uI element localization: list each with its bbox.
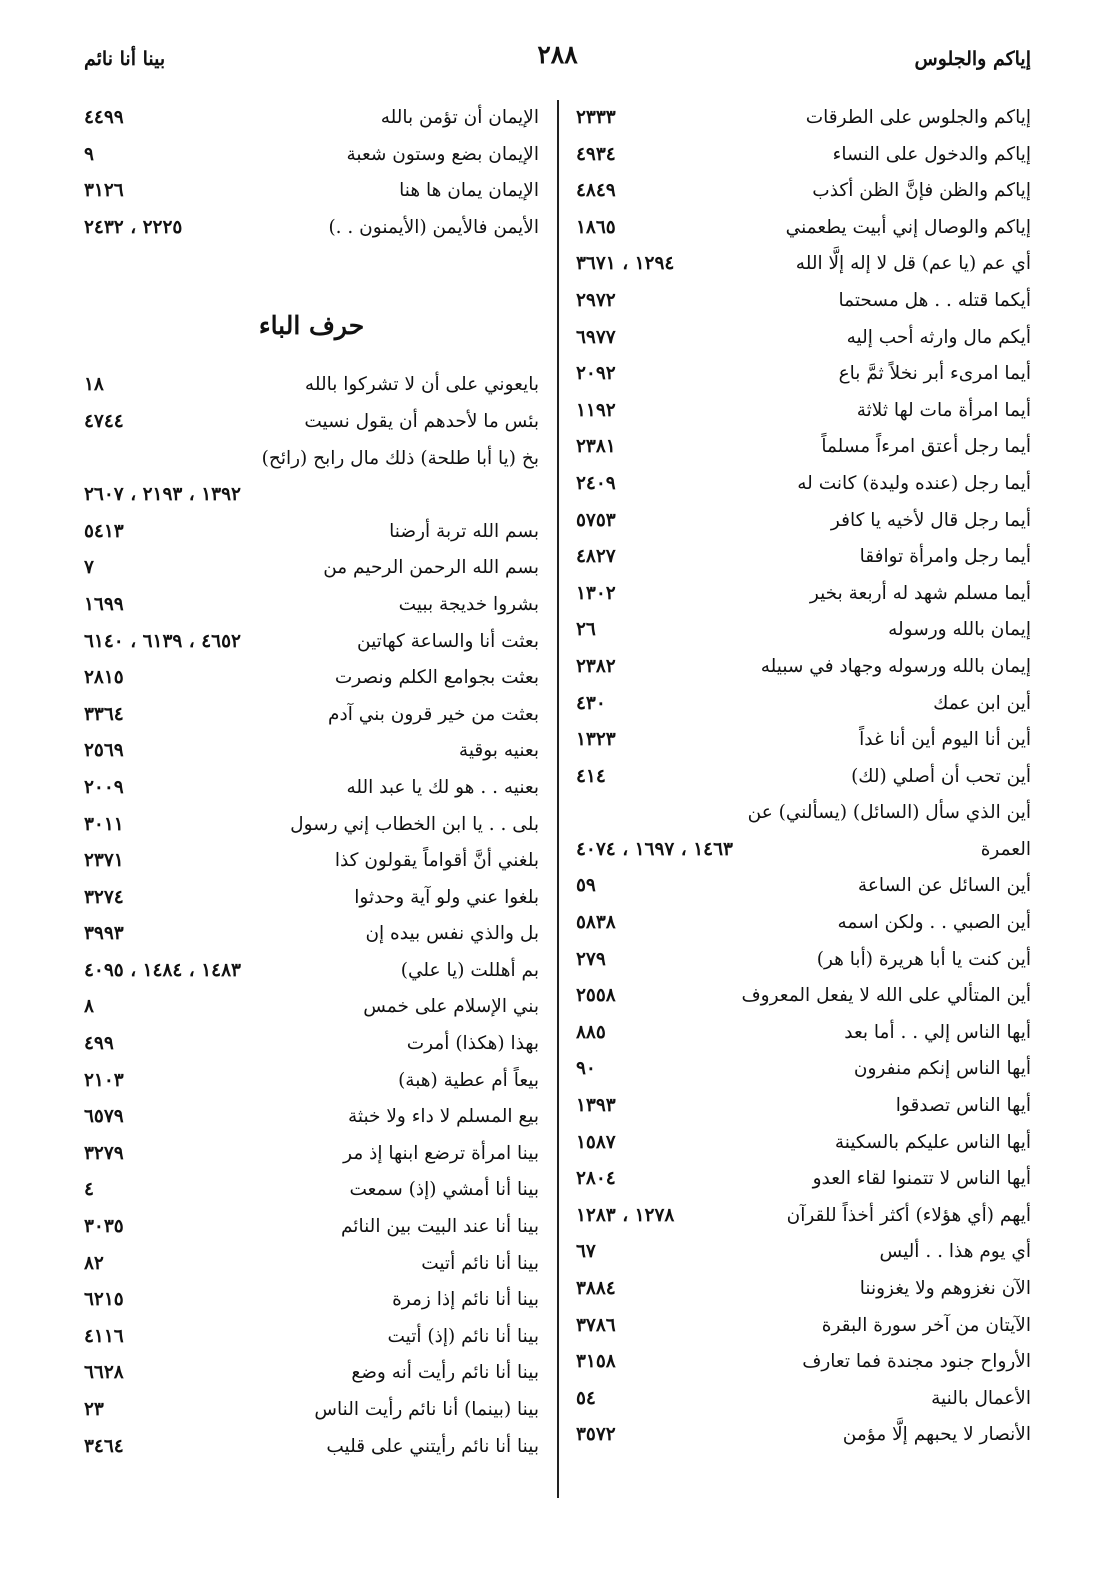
index-entry [576,320,1031,357]
index-entry [84,1429,539,1466]
entry-text: بينا أنا نائم أتيت [421,1252,539,1274]
entry-text: بخ (يا أبا طلحة) ذلك مال رابح (رائح) [261,447,539,469]
index-entry [84,1392,539,1429]
index-entry [576,576,1031,613]
entry-text: بلغني أنَّ أقواماً يقولون كذا [334,850,539,872]
entry-number: ٢٣٧١ [84,850,124,872]
entry-number: ٥٤١٣ [84,520,124,542]
index-entry [84,514,539,551]
entry-number: ٣٣٦٤ [84,703,124,725]
entry-text: بينا أنا عند البيت بين النائم [341,1216,539,1238]
entry-number: ٥٩ [576,875,596,897]
entry-text: بينا أنا نائم (إذ) أتيت [387,1325,539,1347]
entry-number: ٢٣٨١ [576,436,616,458]
entry-text: أي يوم هذا . . أليس [879,1241,1031,1263]
index-entry [576,649,1031,686]
entry-text: بعثت بجوامع الكلم ونصرت [334,667,539,689]
entry-number: ٥٤ [576,1387,596,1409]
index-entry [576,1381,1031,1418]
index-entry [576,905,1031,942]
index-entry [84,733,539,770]
index-entry [84,843,539,880]
entry-number: ٦٦٢٨ [84,1362,124,1384]
entry-number: ٢٠٠٩ [84,776,124,798]
entry-text: الأنصار لا يحبهم إلَّا مؤمن [842,1424,1031,1446]
entry-text: بلى . . يا ابن الخطاب إني رسول [290,813,539,835]
index-entry [576,978,1031,1015]
entry-number: ٢٠٩٢ [576,363,616,385]
entry-text: بينا (بينما) أنا نائم رأيت الناس [314,1399,539,1420]
entry-number: ٢٣٨٢ [576,655,616,677]
entry-text: أين أنا اليوم أين أنا غداً [859,729,1031,751]
entry-number: ٤٣٠ [576,692,606,714]
index-entry [84,697,539,734]
entry-number: ١٤٨٣ ، ١٤٨٤ ، ٤٠٩٥ [84,959,241,981]
entry-number: ٢٨١٥ [84,667,124,689]
entry-text: أيها الناس تصدقوا [895,1095,1031,1117]
entry-text: الأيمن فالأيمن (الأيمنون . .) [328,216,539,238]
index-entry [576,1125,1031,1162]
entry-text: أين ابن عمك [933,692,1031,714]
entry-number: ٥٨٣٨ [576,912,616,934]
entry-number: ١٨٦٥ [576,216,616,238]
index-entry [576,1344,1031,1381]
entry-number: ١٣٩٣ [576,1095,616,1117]
entry-text: بعثت أنا والساعة كهاتين [357,630,539,652]
entry-number: ١٣٠٢ [576,582,616,604]
entry-text: بينا أنا نائم إذا زمرة [392,1289,539,1311]
entry-text: بم أهللت (يا علي) [400,959,539,981]
entry-text: بل والذي نفس بيده إن [365,923,539,945]
entry-text: بئس ما لأحدهم أن يقول نسيت [304,410,539,432]
entry-number: ٤٩٣٤ [576,143,616,165]
entry-text: بيعاً أم عطية (هبة) [398,1069,539,1091]
index-entry [576,466,1031,503]
entry-number: ٨ [84,996,94,1018]
entry-text: أيما امرىء أبر نخلاً ثمَّ باع [838,363,1031,385]
index-entry [84,916,539,953]
section-heading: حرف الباء [258,311,365,341]
entry-number: ٦٢١٥ [84,1289,124,1311]
entry-number: ٣٠١١ [84,813,124,835]
index-entry [84,1172,539,1209]
entry-number: ٩٠ [576,1058,596,1080]
entry-text: بلغوا عني ولو آية وحدثوا [354,886,539,908]
left-column [84,100,539,1465]
entry-text: أيهم (أي هؤلاء) أكثر أخذاً للقرآن [786,1204,1031,1226]
entry-text: بينا امرأة ترضع ابنها إذ مر [343,1142,539,1164]
entry-text: بينا أنا نائم رأيتني على قليب [326,1435,539,1457]
entry-number: ١٤٦٣ ، ١٦٩٧ ، ٤٠٧٤ [576,838,733,860]
entry-text: بشروا خديجة ببيت [398,593,539,615]
entry-text: أين المتألي على الله لا يفعل المعروف [741,985,1031,1007]
entry-text: أيما رجل أعتق امرءاً مسلماً [821,436,1031,458]
entry-number: ١٣٢٣ [576,729,616,751]
index-entry [84,624,539,661]
index-entry [84,367,539,404]
index-entry [84,1026,539,1063]
entry-text: أيها الناس إلي . . أما بعد [844,1021,1031,1043]
index-entry [576,246,1031,283]
entry-number: ٢٧٩ [576,948,606,970]
index-entry [576,722,1031,759]
index-entry [576,759,1031,796]
entry-text: أيها الناس عليكم بالسكينة [834,1131,1031,1153]
index-entry [576,1271,1031,1308]
entry-text: الإيمان بضع وستون شعبة [346,143,539,165]
entry-number: ٣٢٧٤ [84,886,124,908]
entry-text: أين تحب أن أصلي (لك) [851,765,1031,787]
entry-text: بعنيه بوقية [458,740,539,762]
entry-text: أيما رجل وامرأة توافقا [859,546,1031,568]
entry-number: ٤٨٢٧ [576,546,616,568]
entry-text: بسم الله تربة أرضنا [389,520,539,542]
entry-text: الأعمال بالنية [931,1387,1031,1409]
index-entry [84,1355,539,1392]
running-head-right: إياكم والجلوس [914,48,1031,70]
entry-number: ٢٣ [84,1399,104,1420]
index-entry [84,404,539,441]
entry-number: ١٢٩٤ ، ٣٦٧١ [576,253,675,275]
index-entry [84,441,539,478]
index-entry [84,660,539,697]
entry-number: ١١٩٢ [576,399,616,421]
entry-number: ٤٨٤٩ [576,180,616,202]
index-entry [576,1088,1031,1125]
index-entry [84,1099,539,1136]
index-entry [576,173,1031,210]
right-column [576,100,1031,1454]
entry-text: أيما مسلم شهد له أربعة بخير [809,582,1031,604]
entry-number: ٦٥٧٩ [84,1106,124,1128]
index-entry [576,210,1031,247]
entry-text: أين كنت يا أبا هريرة (أبا هر) [816,948,1031,970]
entry-number: ٩ [84,143,94,165]
index-entry [576,1308,1031,1345]
index-entry [84,770,539,807]
index-entry [84,550,539,587]
index-entry [84,807,539,844]
left-column-top [84,100,539,246]
entry-number: ٣١٥٨ [576,1351,616,1373]
index-entry [84,1282,539,1319]
entry-number: ٢٥٦٩ [84,740,124,762]
index-entry [84,880,539,917]
entry-number: ١٥٨٧ [576,1131,616,1153]
index-entry [576,356,1031,393]
index-entry [84,587,539,624]
entry-text: أين السائل عن الساعة [857,875,1031,897]
entry-number: ٢٢٢٥ ، ٢٤٣٢ [84,216,183,238]
entry-text: أين الذي سأل (السائل) (يسألني) عن [747,802,1031,824]
entry-number: ٣٤٦٤ [84,1435,124,1457]
entry-number: ٣١٢٦ [84,180,124,202]
entry-text: إياكم والظن فإنَّ الظن أكذب [812,180,1031,202]
page-header [84,40,1031,80]
index-entry [576,942,1031,979]
entry-text: الإيمان أن تؤمن بالله [380,107,539,128]
entry-text: بعثت من خير قرون بني آدم [328,703,539,725]
index-entry [576,100,1031,137]
index-entry [576,612,1031,649]
entry-number: ٨٢ [84,1252,104,1274]
entry-number: ٢١٠٣ [84,1069,124,1091]
entry-text: إياكم والدخول على النساء [832,143,1031,165]
entry-number: ٢٩٧٢ [576,289,616,311]
index-entry [576,429,1031,466]
entry-text: أيها الناس لا تتمنوا لقاء العدو [812,1168,1031,1190]
index-entry [576,393,1031,430]
entry-number: ٣٧٨٦ [576,1314,616,1336]
index-entry [84,953,539,990]
entry-number: ٤٧٤٤ [84,410,124,432]
entry-text: إيمان بالله ورسوله وجهاد في سبيله [760,655,1031,677]
entry-number: ٢٨٠٤ [576,1168,616,1190]
entry-text: الآيتان من آخر سورة البقرة [821,1314,1031,1336]
entry-text: بايعوني على أن لا تشركوا بالله [304,374,539,396]
entry-number: ٣٢٧٩ [84,1142,124,1164]
entry-number: ٤١٤ [576,765,606,787]
entry-number: ٦٩٧٧ [576,326,616,348]
entry-text: بينا أنا أمشي (إذ) سمعت [349,1179,539,1201]
entry-text: أيها الناس إنكم منفرون [853,1058,1031,1080]
entry-text: أين الصبي . . ولكن اسمه [837,912,1031,934]
entry-number: ١٢٧٨ ، ١٢٨٣ [576,1204,675,1226]
entry-number: ٢٤٠٩ [576,472,616,494]
entry-text: إياكم والجلوس على الطرقات [805,107,1031,128]
index-entry [84,1063,539,1100]
index-entry [576,283,1031,320]
index-entry [576,1198,1031,1235]
left-column-bottom [84,367,539,1465]
entry-number: ٦٧ [576,1241,596,1263]
entry-number: ٣٩٩٣ [84,923,124,945]
section-gap [84,246,539,284]
index-entry [576,539,1031,576]
index-entry [576,1417,1031,1454]
page-number: ٢٨٨ [537,40,578,69]
index-entry [84,1136,539,1173]
index-entry [84,173,539,210]
index-entry [84,210,539,247]
index-entry [576,503,1031,540]
entry-text: إيمان بالله ورسوله [888,619,1031,641]
index-entry [576,832,1031,869]
index-entry [576,686,1031,723]
entry-number: ٤٩٩ [84,1033,114,1055]
entry-text: أيما امرأة مات لها ثلاثة [856,399,1031,421]
index-entry [576,1234,1031,1271]
entry-number: ١٦٩٩ [84,593,124,615]
entry-number: ٨٨٥ [576,1021,606,1043]
entry-number: ٣٨٨٤ [576,1278,616,1299]
entry-number: ٧ [84,557,94,579]
entry-number: ٤١١٦ [84,1325,124,1347]
entry-text: بيع المسلم لا داء ولا خبثة [347,1106,539,1128]
entry-text: أيكما قتله . . هل مسحتما [838,289,1031,311]
entry-text: الإيمان يمان ها هنا [399,180,539,202]
entry-number: ١٣٩٢ ، ٢١٩٣ ، ٢٦٠٧ [84,484,241,506]
entry-text: الآن نغزوهم ولا يغزوننا [859,1278,1031,1299]
entry-number: ٥٧٥٣ [576,509,616,531]
index-entry [576,1051,1031,1088]
entry-text: بهذا (هكذا) أمرت [406,1033,539,1055]
entry-text: بينا أنا نائم رأيت أنه وضع [351,1362,539,1384]
entry-text: أيما رجل قال لأخيه يا كافر [830,509,1031,531]
entry-number: ٣٠٣٥ [84,1216,124,1238]
entry-number: ٢٦ [576,619,596,641]
index-entry [84,100,539,137]
entry-number: ١٨ [84,374,104,396]
index-entry [576,1161,1031,1198]
entry-text: أي عم (يا عم) قل لا إله إلَّا الله [795,253,1031,275]
column-divider [557,100,559,1498]
index-entry [84,989,539,1026]
index-entry [576,795,1031,832]
entry-number: ٤٦٥٢ ، ٦١٣٩ ، ٦١٤٠ [84,630,241,652]
index-entry [84,1246,539,1283]
index-entry [576,1015,1031,1052]
entry-number: ٤٤٩٩ [84,107,124,128]
index-entry [576,137,1031,174]
entry-text: بعنيه . . هو لك يا عبد الله [346,776,539,798]
entry-text: بسم الله الرحمن الرحيم من [323,557,539,579]
entry-text: أيكم مال وارثه أحب إليه [846,326,1031,348]
index-entry [84,1319,539,1356]
entry-text: العمرة [980,838,1031,860]
running-head-left: بينا أنا نائم [84,48,166,70]
index-entry [84,137,539,174]
index-entry [576,868,1031,905]
index-entry [84,1209,539,1246]
entry-text: أيما رجل (عنده وليدة) كانت له [797,472,1031,494]
index-entry [84,477,539,514]
entry-text: بني الإسلام على خمس [363,996,539,1018]
entry-number: ٣٥٧٢ [576,1424,616,1446]
entry-number: ٢٣٣٣ [576,107,616,128]
entry-text: إياكم والوصال إني أبيت يطعمني [785,216,1031,238]
entry-text: الأرواح جنود مجندة فما تعارف [802,1351,1031,1373]
entry-number: ٢٥٥٨ [576,985,616,1007]
entry-number: ٤ [84,1179,94,1201]
